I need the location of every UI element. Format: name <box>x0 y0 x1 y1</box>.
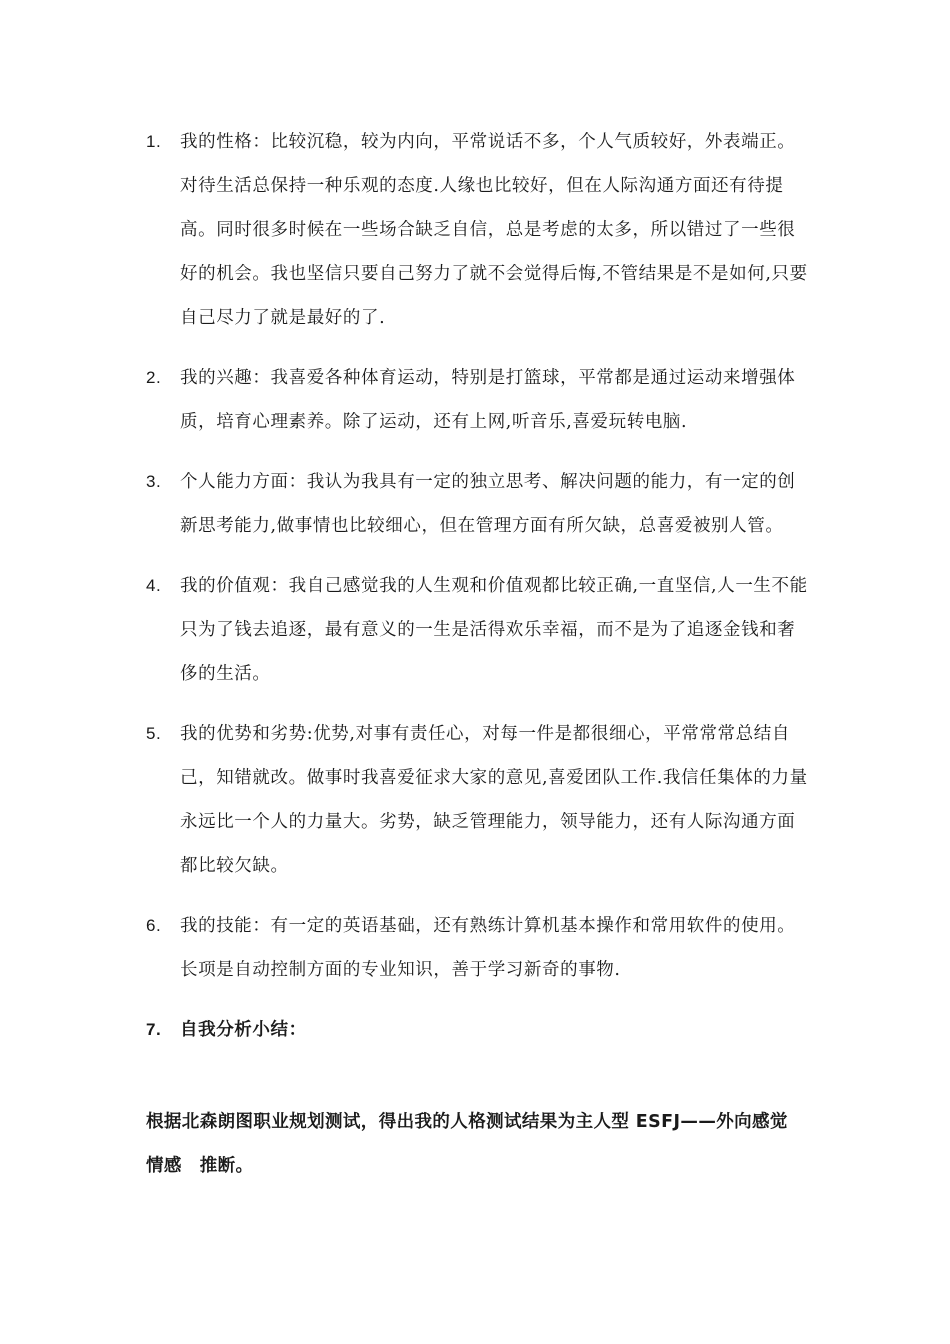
list-item-text: 我的兴趣：我喜爱各种体育运动，特别是打篮球，平常都是通过运动来增强体质，培育心理素养。除了运动，还有上网,听音乐,喜爱玩转电脑. <box>180 368 796 432</box>
list-number: 4. <box>146 576 162 595</box>
list-number: 5. <box>146 724 162 743</box>
list-item-personality <box>146 120 810 340</box>
list-item-text: 我的优势和劣势:优势,对事有责任心，对每一件是都很细心，平常常常总结自己，知错就改。做事时我喜爱征求大家的意见,喜爱团队工作.我信任集体的力量永远比一个人的力量大。劣势，缺乏管理能力，领导能力，还有人际沟通方面都比较欠缺。 <box>180 724 808 876</box>
list-number: 7. <box>146 1020 162 1039</box>
list-number: 2. <box>146 368 162 387</box>
list-item-text: 我的技能：有一定的英语基础，还有熟练计算机基本操作和常用软件的使用。长项是自动控制方面的专业知识，善于学习新奇的事物. <box>180 916 796 980</box>
list-number: 6. <box>146 916 162 935</box>
list-item-interests <box>146 356 810 444</box>
self-analysis-list <box>146 120 810 1052</box>
list-item-text: 我的性格：比较沉稳，较为内向，平常说话不多，个人气质较好，外表端正。对待生活总保持一种乐观的态度.人缘也比较好，但在人际沟通方面还有待提高。同时很多时候在一些场合缺乏自信，总是考虑的太多，所以错过了一些很好的机会。我也坚信只要自己努力了就不会觉得后悔,不管结果是不是如何,只要自己尽力了就是最好的了. <box>180 132 808 328</box>
list-number: 1. <box>146 132 162 151</box>
list-item-abilities <box>146 460 810 548</box>
list-item-text: 我的价值观：我自己感觉我的人生观和价值观都比较正确,一直坚信,人一生不能只为了钱去追逐，最有意义的一生是活得欢乐幸福，而不是为了追逐金钱和奢侈的生活。 <box>180 576 808 684</box>
list-item-text: 自我分析小结： <box>180 1020 307 1040</box>
list-number: 3. <box>146 472 162 491</box>
list-item-skills <box>146 904 810 992</box>
list-item-strengths-weaknesses <box>146 712 810 888</box>
list-item-values <box>146 564 810 696</box>
list-item-summary-heading <box>146 1008 810 1052</box>
conclusion-paragraph: 根据北森朗图职业规划测试，得出我的人格测试结果为主人型 ESFJ——外向感觉 情感 推断。 <box>146 1112 806 1176</box>
list-item-text: 个人能力方面：我认为我具有一定的独立思考、解决问题的能力，有一定的创新思考能力,做事情也比较细心，但在管理方面有所欠缺，总喜爱被别人管。 <box>180 472 796 536</box>
